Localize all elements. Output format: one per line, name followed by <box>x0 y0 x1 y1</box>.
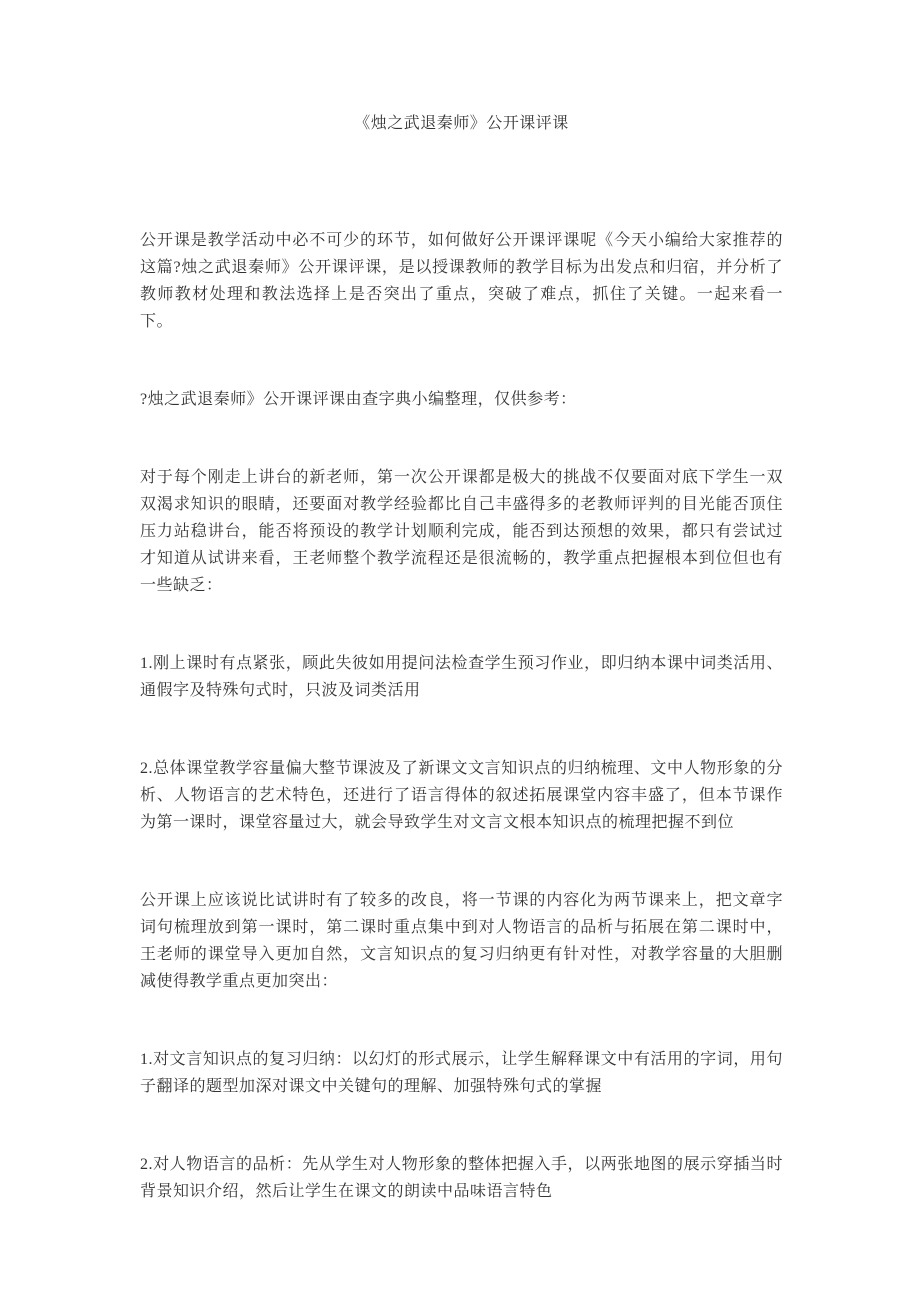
paragraph-improvement-summary: 公开课上应该说比试讲时有了较多的改良，将一节课的内容化为两节课来上，把文章字词句梳理放到第一课时，第二课时重点集中到对人物语言的品析与拓展在第二课时中，王老师的课堂导入更加自然，文言知识点的复习归纳更有针对性，对教学容量的大胆删减使得教学重点更加突出： <box>140 892 783 990</box>
paragraph-shortcoming-2: 2.总体课堂教学容量偏大整节课波及了新课文文言知识点的归纳梳理、文中人物形象的分析、人物语言的艺术特色，还进行了语言得体的叙述拓展课堂内容丰盛了，但本节课作为第一课时，课堂容量过大，就会导致学生对文言文根本知识点的梳理把握不到位 <box>140 760 783 831</box>
paragraph-shortcoming-1: 1.刚上课时有点紧张，顾此失彼如用提问法检查学生预习作业，即归纳本课中词类活用、通假字及特殊句式时，只波及词类活用 <box>140 655 783 699</box>
document-body <box>140 227 783 1205</box>
paragraph-source-note: ?烛之武退秦师》公开课评课由查字典小编整理，仅供参考： <box>140 391 577 408</box>
document-title: 《烛之武退秦师》公开课评课 <box>354 115 569 132</box>
paragraph-new-teacher-challenge: 对于每个刚走上讲台的新老师，第一次公开课都是极大的挑战不仅要面对底下学生一双双渴求知识的眼睛，还要面对教学经验都比自己丰盛得多的老教师评判的目光能否顶住压力站稳讲台，能否将预设的教学计划顺利完成，能否到达预想的效果，都只有尝试过才知道从试讲来看，王老师整个教学流程还是很流畅的，教学重点把握根本到位但也有一些缺乏： <box>140 469 783 594</box>
paragraph-improvement-1: 1.对文言知识点的复习归纳：以幻灯的形式展示，让学生解释课文中有活用的字词，用句子翻译的题型加深对课文中关键句的理解、加强特殊句式的掌握 <box>140 1051 783 1095</box>
paragraph-intro: 公开课是教学活动中必不可少的环节，如何做好公开课评课呢《今天小编给大家推荐的这篇?烛之武退秦师》公开课评课，是以授课教师的教学目标为出发点和归宿，并分析了教师教材处理和教法选择上是否突出了重点，突破了难点，抓住了关键。一起来看一下。 <box>140 232 783 330</box>
paragraph-improvement-2: 2.对人物语言的品析：先从学生对人物形象的整体把握入手，以两张地图的展示穿插当时背景知识介绍，然后让学生在课文的朗读中品味语言特色 <box>140 1156 783 1200</box>
